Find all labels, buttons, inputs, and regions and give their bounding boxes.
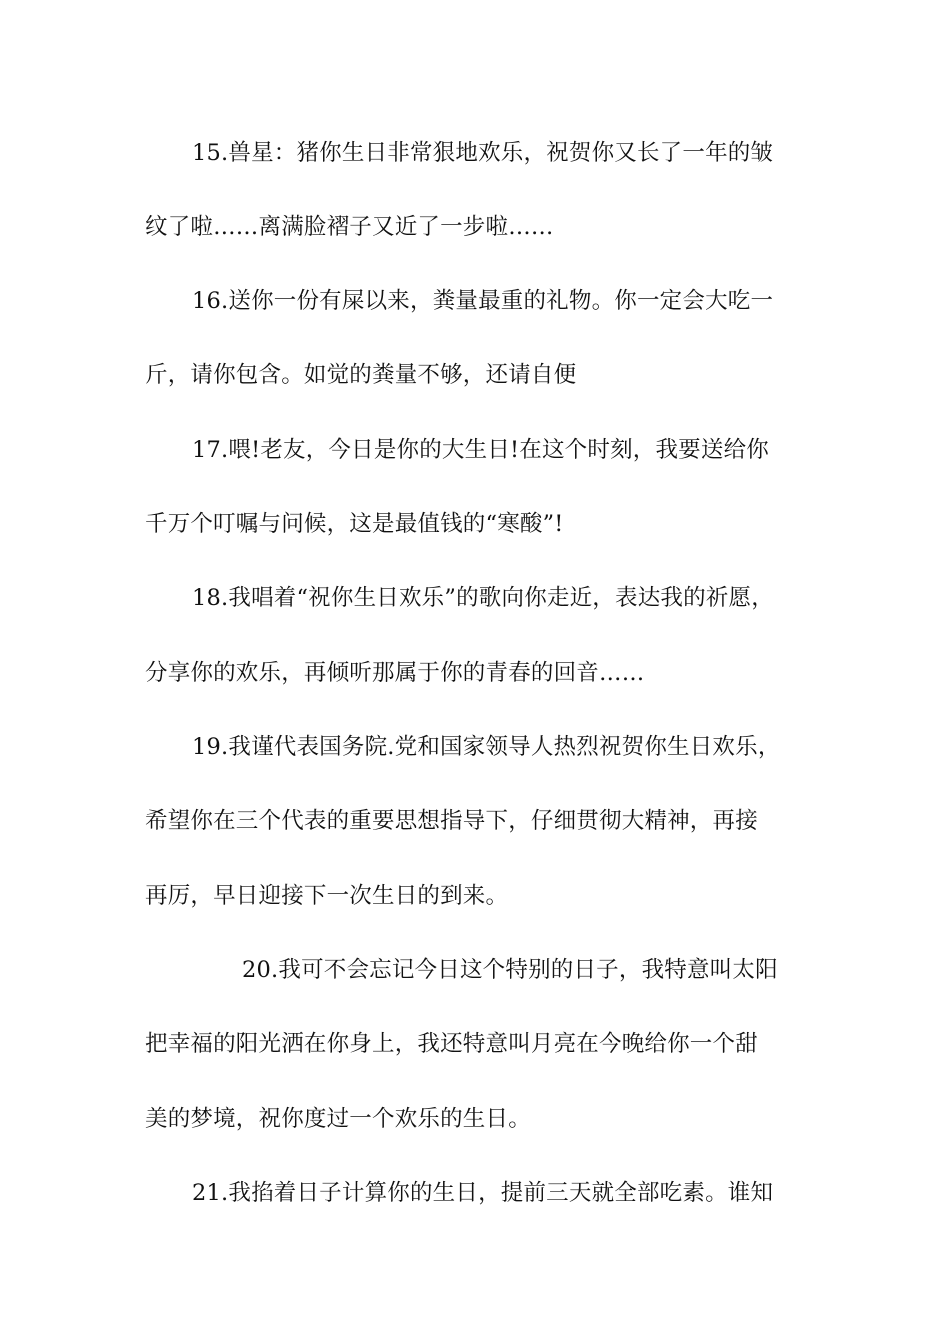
text-line: 斤，请你包含。如觉的粪量不够，还请自便 xyxy=(145,362,577,388)
text-line: 分享你的欢乐，再倾听那属于你的青春的回音…… xyxy=(145,660,645,686)
text-line: 再厉，早日迎接下一次生日的到来。 xyxy=(145,883,509,909)
text-line: 纹了啦……离满脸褶子又近了一步啦…… xyxy=(145,214,554,240)
text-line: 16.送你一份有屎以来，粪量最重的礼物。你一定会大吃一 xyxy=(192,288,774,314)
text-line: 15.兽星：猪你生日非常狠地欢乐，祝贺你又长了一年的皱 xyxy=(192,140,774,166)
text-line: 把幸福的阳光洒在你身上，我还特意叫月亮在今晚给你一个甜 xyxy=(145,1031,758,1057)
text-line: 18.我唱着“祝你生日欢乐”的歌向你走近，表达我的祈愿， xyxy=(192,585,774,611)
text-line: 美的梦境，祝你度过一个欢乐的生日。 xyxy=(145,1106,531,1132)
text-line: 希望你在三个代表的重要思想指导下，仔细贯彻大精神，再接 xyxy=(145,808,758,834)
text-line: 17.喂!老友，今日是你的大生日!在这个时刻，我要送给你 xyxy=(192,437,769,463)
text-line: 千万个叮嘱与问候，这是最值钱的“寒酸”! xyxy=(145,511,564,537)
text-line: 21.我掐着日子计算你的生日，提前三天就全部吃素。谁知 xyxy=(192,1180,774,1206)
text-line: 19.我谨代表国务院.党和国家领导人热烈祝贺你生日欢乐， xyxy=(192,734,781,760)
text-line: 20.我可不会忘记今日这个特别的日子，我特意叫太阳 xyxy=(242,957,778,983)
